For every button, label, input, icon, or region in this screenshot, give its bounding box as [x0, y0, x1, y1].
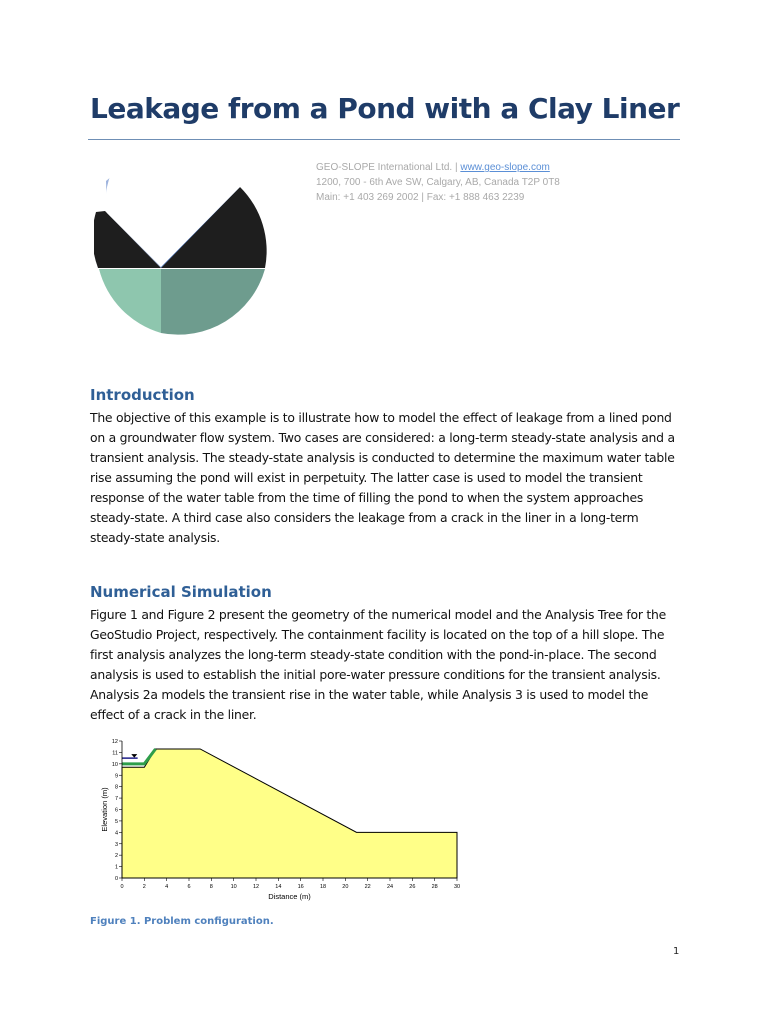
y-tick-label: 3: [114, 841, 118, 848]
y-tick-label: 7: [114, 796, 118, 803]
x-tick-label: 10: [230, 884, 237, 890]
x-tick-label: 14: [275, 884, 282, 890]
x-tick-label: 26: [409, 884, 416, 890]
company-line-1: [316, 160, 560, 175]
company-name: GEO-SLOPE International Ltd.: [316, 162, 453, 173]
x-tick-label: 8: [209, 884, 213, 890]
y-tick-label: 12: [111, 739, 118, 745]
ground-region: [122, 749, 457, 878]
x-tick-label: 28: [431, 884, 438, 890]
x-tick-label: 4: [165, 884, 169, 890]
company-contact: Main: +1 403 269 2002 | Fax: +1 888 463 2239: [316, 192, 525, 203]
y-tick-label: 10: [111, 761, 118, 768]
y-tick-label: 6: [114, 807, 118, 814]
y-tick-label: 11: [112, 750, 118, 757]
x-tick-label: 16: [297, 884, 304, 890]
y-tick-label: 1: [114, 864, 118, 871]
y-tick-label: 0: [114, 876, 118, 882]
y-tick-label: 9: [114, 773, 118, 780]
x-tick-label: 24: [386, 884, 394, 890]
logo-segment-mint: [99, 269, 161, 333]
x-tick-label: 12: [252, 884, 260, 890]
x-axis-label: Distance (m): [268, 892, 311, 901]
y-tick-label: 8: [114, 784, 118, 791]
y-tick-label: 5: [114, 818, 118, 825]
x-tick-label: 30: [453, 884, 461, 890]
figure-caption: Figure 1. Problem configuration.: [90, 916, 274, 927]
page-title: Leakage from a Pond with a Clay Liner: [90, 92, 680, 125]
page-number: 1: [673, 946, 680, 957]
logo-segment-teal: [161, 269, 265, 335]
water-level-marker-icon: [131, 754, 137, 758]
y-axis-label: Elevation (m): [100, 787, 109, 832]
y-tick-label: 2: [114, 853, 118, 860]
introduction-paragraph: The objective of this example is to illustrate how to model the effect of leakage from a lined pond on a groundwater flow system. Two cases are considered: a long-term steady-state analysis and a transient analysis. The steady-state analysis is conducted to determine the maximum water table rise assuming the pond will exist in perpetuity. The latter case is used to model the transient response of the water table from the time of filling the pond to when the system approaches steady-state. A third case also considers the leakage from a crack in the liner in a long-term steady-state analysis.: [90, 410, 675, 545]
company-website-link[interactable]: www.geo-slope.com: [460, 162, 550, 173]
x-tick-label: 0: [120, 884, 124, 890]
section-heading-introduction: Introduction: [90, 386, 195, 404]
company-address: 1200, 700 - 6th Ave SW, Calgary, AB, Canada T2P 0T8: [316, 177, 560, 188]
section-heading-numerical-simulation: Numerical Simulation: [90, 583, 272, 601]
company-separator: |: [454, 162, 458, 173]
x-tick-label: 20: [342, 884, 349, 890]
company-info: [316, 160, 560, 205]
x-tick-label: 6: [187, 884, 191, 890]
x-tick-label: 22: [364, 884, 371, 890]
numerical-simulation-paragraph: Figure 1 and Figure 2 present the geometry of the numerical model and the Analysis Tree for the GeoStudio Project, respectively. The containment facility is located on the top of a hill slope. The first analysis analyzes the long-term steady-state condition with the pond-in-place. The second analysis is used to establish the initial pore-water pressure conditions for the transient analysis. Analysis 2a models the transient rise in the water table, while Analysis 3 is used to model the effect of a crack in the liner.: [90, 607, 666, 722]
x-tick-label: 18: [319, 884, 327, 890]
problem-configuration-chart: [92, 733, 472, 908]
x-tick-label: 2: [142, 884, 146, 890]
y-tick-label: 4: [114, 830, 118, 837]
company-logo: [94, 157, 270, 339]
title-divider: [88, 139, 680, 140]
